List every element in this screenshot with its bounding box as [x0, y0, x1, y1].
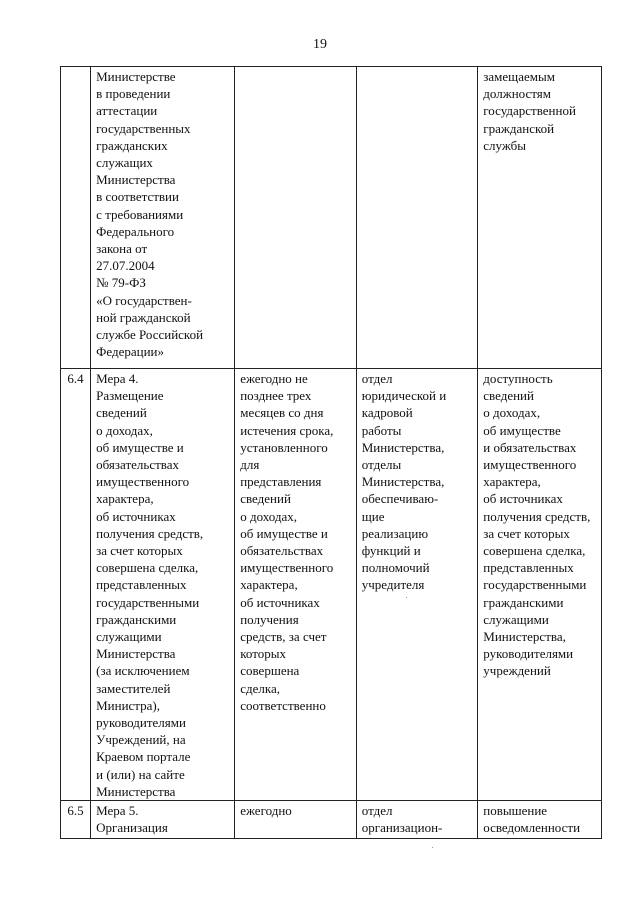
cell-number: 6.5	[61, 801, 91, 839]
measure-line: об источниках	[96, 508, 176, 524]
executor-line: учредителя	[361, 577, 425, 593]
measure-line: аттестации	[96, 103, 158, 119]
result-line: получения средств,	[483, 508, 591, 524]
measure-line: в соответствии	[96, 189, 179, 205]
measure-line: характера,	[96, 491, 154, 507]
cell-number	[61, 67, 91, 369]
measure-line: Министра),	[96, 697, 160, 713]
measure-line: гражданскими	[96, 611, 177, 627]
result-line: гражданской	[483, 120, 555, 136]
measure-line: Министерства	[96, 783, 176, 799]
measure-line: сведений	[96, 405, 147, 421]
table-row	[61, 369, 602, 801]
measure-line: получения средств,	[96, 525, 204, 541]
result-line: сведений	[483, 388, 534, 404]
cell-deadline	[235, 369, 357, 801]
cell-executor	[356, 801, 478, 839]
cell-measure	[91, 67, 235, 369]
measure-line: представленных	[96, 577, 187, 593]
measure-line: Мера 5.	[96, 803, 139, 819]
cell-measure	[91, 801, 235, 839]
deadline-line: о доходах,	[240, 508, 298, 524]
result-line: замещаемым	[483, 69, 555, 84]
cell-executor	[356, 369, 478, 801]
measure-line: о доходах,	[96, 422, 153, 438]
measure-line: в проведении	[96, 86, 171, 102]
measure-line: Федерального	[96, 223, 175, 239]
result-line: гражданскими	[483, 594, 564, 610]
deadline-line: истечения срока,	[240, 422, 334, 438]
measure-line: Краевом портале	[96, 749, 191, 765]
cell-deadline	[235, 67, 357, 369]
result-line: учреждений	[483, 663, 551, 679]
executor-line: отделы	[361, 457, 402, 473]
cell-result	[478, 67, 602, 369]
deadline-line: об источниках	[240, 594, 320, 610]
deadline-line: позднее трех	[240, 388, 312, 404]
executor-line: обеспечиваю-	[361, 491, 439, 507]
cell-deadline	[235, 801, 357, 839]
result-line: и обязательствах	[483, 439, 577, 455]
measures-table	[60, 66, 602, 839]
deadline-line: обязательствах	[240, 543, 324, 559]
result-line: представленных	[483, 560, 574, 576]
result-line: повышение	[483, 803, 548, 819]
measure-line: Размещение	[96, 388, 164, 404]
measure-line: службе Российской	[96, 327, 204, 343]
table-row	[61, 801, 602, 839]
executor-line: щие	[361, 508, 385, 524]
result-line: осведомленности	[483, 820, 581, 836]
measure-line: обязательствах	[96, 457, 180, 473]
cell-result	[478, 369, 602, 801]
cell-executor	[356, 67, 478, 369]
measure-line: Министерства	[96, 172, 176, 188]
result-line: имущественного	[483, 457, 577, 473]
measure-line: Организация	[96, 820, 168, 836]
deadline-line: имущественного	[240, 560, 334, 576]
measure-line: имущественного	[96, 474, 190, 490]
result-line: характера,	[483, 474, 541, 490]
deadline-line: ежегодно не	[240, 371, 308, 386]
measure-line: заместителей	[96, 680, 171, 696]
executor-line: работы	[361, 422, 402, 438]
result-line: руководителями	[483, 646, 574, 662]
measure-line: служащими	[96, 629, 162, 645]
cell-result	[478, 801, 602, 839]
result-line: о доходах,	[483, 405, 541, 421]
executor-line: организацион-	[361, 820, 443, 836]
deadline-line: соответственно	[240, 697, 326, 713]
deadline-line: ежегодно	[240, 803, 292, 819]
measure-line: закона от	[96, 241, 148, 257]
measure-line: государственных	[96, 120, 191, 136]
deadline-line: сведений	[240, 491, 291, 507]
result-line: об источниках	[483, 491, 563, 507]
result-line: доступность	[483, 371, 553, 386]
measure-line: Министерстве	[96, 69, 176, 84]
measure-line: совершена сделка,	[96, 560, 199, 576]
measure-line: об имуществе и	[96, 439, 184, 455]
deadline-line: средств, за счет	[240, 629, 327, 645]
table-row	[61, 67, 602, 369]
result-line: государственной	[483, 103, 576, 119]
result-line: об имуществе	[483, 422, 561, 438]
result-line: совершена сделка,	[483, 543, 586, 559]
measure-line: Федерации»	[96, 344, 165, 360]
measure-line: гражданских	[96, 137, 168, 153]
deadline-line: для	[240, 457, 260, 473]
measure-line: Мера 4.	[96, 371, 139, 386]
page-number: 19	[313, 37, 327, 52]
result-line: государственными	[483, 577, 587, 593]
executor-line: юридической и	[361, 388, 447, 404]
deadline-line: получения	[240, 611, 299, 627]
executor-line: отдел	[361, 371, 393, 386]
result-line: службы	[483, 137, 527, 153]
measure-line: № 79-ФЗ	[96, 275, 146, 291]
executor-line: Министерства,	[361, 474, 445, 490]
executor-line: отдел	[361, 803, 393, 819]
cell-number: 6.4	[61, 369, 91, 801]
measure-line: (за исключением	[96, 663, 190, 679]
result-line: Министерства,	[483, 629, 566, 645]
deadline-line: сделка,	[240, 680, 280, 696]
result-line: за счет которых	[483, 525, 570, 541]
measure-line: «О государствен-	[96, 292, 192, 308]
executor-line: полномочий	[361, 560, 430, 576]
measure-line: служащих	[96, 155, 153, 171]
measure-line: руководителями	[96, 715, 186, 731]
measure-line: Министерства	[96, 646, 176, 662]
result-line: должностям	[483, 86, 551, 102]
scan-speck	[432, 847, 433, 848]
measure-line: с требованиями	[96, 206, 184, 222]
deadline-line: которых	[240, 646, 286, 662]
measure-line: за счет которых	[96, 543, 183, 559]
cell-measure	[91, 369, 235, 801]
measure-line: государственными	[96, 594, 200, 610]
scan-speck	[406, 597, 407, 598]
executor-line: реализацию	[361, 525, 429, 541]
deadline-line: характера,	[240, 577, 298, 593]
deadline-line: совершена	[240, 663, 300, 679]
measure-line: 27.07.2004	[96, 258, 155, 274]
executor-line: Министерства,	[361, 439, 445, 455]
executor-line: функций и	[361, 543, 421, 559]
executor-line: кадровой	[361, 405, 413, 421]
deadline-line: месяцев со дня	[240, 405, 324, 421]
measure-line: ной гражданской	[96, 309, 191, 325]
measure-line: и (или) на сайте	[96, 766, 185, 782]
deadline-line: об имуществе и	[240, 525, 328, 541]
result-line: служащими	[483, 611, 549, 627]
measure-line: Учреждений, на	[96, 732, 186, 748]
deadline-line: представления	[240, 474, 322, 490]
deadline-line: установленного	[240, 439, 328, 455]
